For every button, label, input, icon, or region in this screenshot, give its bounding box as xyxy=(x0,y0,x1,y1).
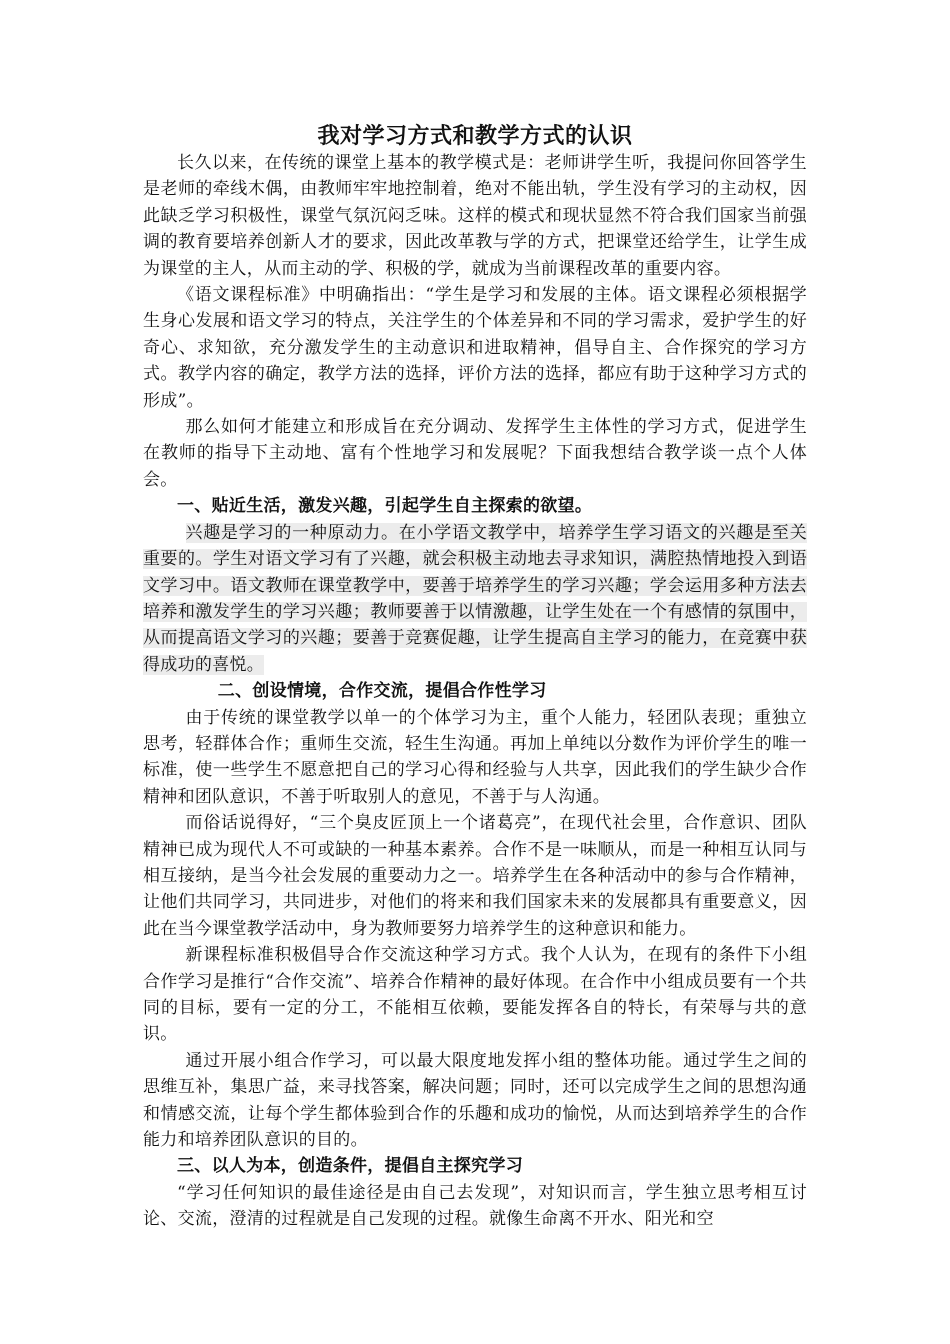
intro-paragraph-3: 那么如何才能建立和形成旨在充分调动、发挥学生主体性的学习方式，促进学生在教师的指导下主动地、富有个性地学习和发展呢？下面我想结合教学谈一点个人体会。 xyxy=(143,417,807,490)
document-title: 我对学习方式和教学方式的认识 xyxy=(317,123,633,149)
section-2-paragraph-1: 由于传统的课堂教学以单一的个体学习为主，重个人能力，轻团队表现；重独立思考，轻群体合作；重师生交流，轻生生沟通。再加上单纯以分数作为评价学生的唯一标准，使一些学生不愿意把自己的学习心得和经验与人共享，因此我们的学生缺少合作精神和团队意识，不善于听取别人的意见，不善于与人沟通。 xyxy=(143,707,807,807)
section-2-paragraph-3: 新课程标准积极倡导合作交流这种学习方式。我个人认为，在现有的条件下小组合作学习是推行“合作交流”、培养合作精神的最好体现。在合作中小组成员要有一个共同的目标，要有一定的分工，不能相互依赖，要能发挥各自的特长，有荣辱与共的意识。 xyxy=(143,945,807,1045)
intro-paragraph-1: 长久以来，在传统的课堂上基本的教学模式是：老师讲学生听，我提问你回答学生是老师的牵线木偶，由教师牢牢地控制着，绝对不能出轨，学生没有学习的主动权，因此缺乏学习积极性，课堂气氛沉闷乏味。这样的模式和现状显然不符合我们国家当前强调的教育要培养创新人才的要求，因此改革教与学的方式，把课堂还给学生，让学生成为课堂的主人，从而主动的学、积极的学，就成为当前课程改革的重要内容。 xyxy=(143,153,807,279)
intro-paragraph-2: 《语文课程标准》中明确指出：“学生是学习和发展的主体。语文课程必须根据学生身心发展和语文学习的特点，关注学生的个体差异和不同的学习需求，爱护学生的好奇心、求知欲，充分激发学生的主动意识和进取精神，倡导自主、合作探究的学习方式。教学内容的确定，教学方法的选择，评价方法的选择，都应有助于这种学习方式的形成”。 xyxy=(143,285,807,411)
section-1-paragraph xyxy=(143,520,807,678)
section-1-text: 兴趣是学习的一种原动力。在小学语文教学中，培养学生学习语文的兴趣是至关重要的。学生对语文学习有了兴趣，就会积极主动地去寻求知识，满腔热情地投入到语文学习中。语文教师在课堂教学中，要善于培养学生的学习兴趣；学会运用多种方法去培养和激发学生的学习兴趣；教师要善于以情激趣，让学生处在一个有感情的氛围中，从而提高语文学习的兴趣；要善于竞赛促趣，让学生提高自主学习的能力，在竞赛中获得成功的喜悦。 xyxy=(143,522,807,675)
section-3-heading: 三、以人为本，创造条件，提倡自主探究学习 xyxy=(177,1156,523,1177)
section-2-heading: 二、创设情境，合作交流，提倡合作性学习 xyxy=(217,681,547,702)
section-2-paragraph-4: 通过开展小组合作学习，可以最大限度地发挥小组的整体功能。通过学生之间的思维互补，集思广益，来寻找答案，解决问题；同时，还可以完成学生之间的思想沟通和情感交流，让每个学生都体验到合作的乐趣和成功的愉悦，从而达到培养学生的合作能力和培养团队意识的目的。 xyxy=(143,1050,807,1151)
section-3-paragraph: “学习任何知识的最佳途径是由自己去发现”，对知识而言，学生独立思考相互讨论、交流，澄清的过程就是自己发现的过程。就像生命离不开水、阳光和空 xyxy=(143,1182,807,1230)
document-body xyxy=(143,122,807,1233)
section-2-paragraph-2: 而俗话说得好，“三个臭皮匠顶上一个诸葛亮”，在现代社会里，合作意识、团队精神已成为现代人不可或缺的一种基本素养。合作不是一味顺从，而是一种相互认同与相互接纳，是当今社会发展的重要动力之一。培养学生在各种活动中的参与合作精神，让他们共同学习，共同进步，对他们的将来和我们国家未来的发展都具有重要意义，因此在当今课堂教学活动中，身为教师要努力培养学生的这种意识和能力。 xyxy=(143,813,807,939)
section-1-heading: 一、贴近生活，激发兴趣，引起学生自主探索的欲望。 xyxy=(177,496,593,517)
